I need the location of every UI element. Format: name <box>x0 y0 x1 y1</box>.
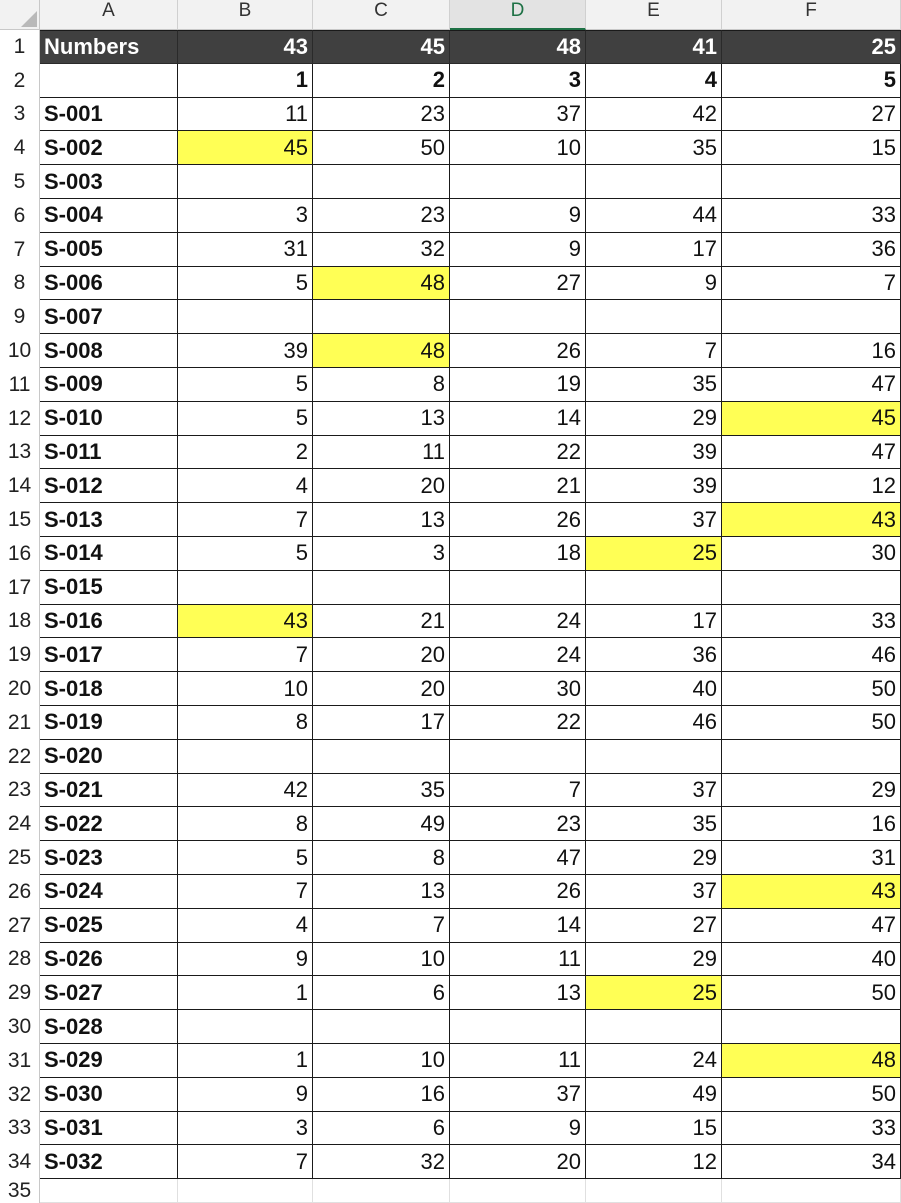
value-cell[interactable]: 3 <box>178 199 313 233</box>
value-cell[interactable]: 24 <box>450 638 586 672</box>
row-id-cell[interactable]: S-014 <box>40 537 178 571</box>
value-cell[interactable]: 5 <box>178 537 313 571</box>
value-cell[interactable]: 30 <box>722 537 901 571</box>
value-cell[interactable]: 11 <box>313 436 450 470</box>
value-cell[interactable]: 35 <box>586 131 722 165</box>
row-id-cell[interactable]: S-016 <box>40 605 178 639</box>
empty-cell[interactable] <box>450 1179 586 1203</box>
value-cell[interactable]: 9 <box>450 1112 586 1146</box>
value-cell[interactable]: 23 <box>313 98 450 132</box>
value-cell[interactable]: 13 <box>450 976 586 1010</box>
value-cell[interactable] <box>586 165 722 199</box>
row-id-cell[interactable]: S-023 <box>40 841 178 875</box>
row-id-cell[interactable]: S-012 <box>40 469 178 503</box>
value-cell[interactable]: 7 <box>178 875 313 909</box>
value-cell[interactable]: 49 <box>586 1078 722 1112</box>
column-header-d[interactable]: D <box>450 0 586 30</box>
header-value-cell[interactable]: 45 <box>313 30 450 64</box>
value-cell[interactable]: 44 <box>586 199 722 233</box>
highlighted-value-cell[interactable]: 25 <box>586 976 722 1010</box>
row-header[interactable]: 30 <box>0 1010 40 1044</box>
value-cell[interactable] <box>450 740 586 774</box>
value-cell[interactable]: 9 <box>586 267 722 301</box>
value-cell[interactable]: 36 <box>586 638 722 672</box>
row-header[interactable]: 20 <box>0 672 40 706</box>
row-id-cell[interactable]: S-032 <box>40 1145 178 1179</box>
value-cell[interactable]: 32 <box>313 1145 450 1179</box>
row-header[interactable]: 14 <box>0 469 40 503</box>
index-value-cell[interactable]: 2 <box>313 64 450 98</box>
value-cell[interactable]: 3 <box>178 1112 313 1146</box>
row-header[interactable]: 26 <box>0 875 40 909</box>
row-id-cell[interactable]: S-008 <box>40 334 178 368</box>
value-cell[interactable]: 40 <box>586 672 722 706</box>
row-id-cell[interactable]: S-026 <box>40 943 178 977</box>
column-header-f[interactable]: F <box>722 0 901 30</box>
row-id-cell[interactable]: S-004 <box>40 199 178 233</box>
column-header-e[interactable]: E <box>586 0 722 30</box>
value-cell[interactable]: 6 <box>313 1112 450 1146</box>
value-cell[interactable] <box>313 740 450 774</box>
value-cell[interactable]: 20 <box>313 638 450 672</box>
value-cell[interactable]: 23 <box>313 199 450 233</box>
value-cell[interactable]: 17 <box>313 706 450 740</box>
row-id-cell[interactable]: S-030 <box>40 1078 178 1112</box>
value-cell[interactable]: 42 <box>178 774 313 808</box>
row-header[interactable]: 34 <box>0 1145 40 1179</box>
value-cell[interactable]: 4 <box>178 909 313 943</box>
empty-cell[interactable] <box>722 1179 901 1203</box>
row-id-cell[interactable]: S-027 <box>40 976 178 1010</box>
value-cell[interactable]: 27 <box>722 98 901 132</box>
value-cell[interactable]: 7 <box>586 334 722 368</box>
row-header[interactable]: 33 <box>0 1112 40 1146</box>
value-cell[interactable]: 50 <box>722 976 901 1010</box>
highlighted-value-cell[interactable]: 48 <box>313 267 450 301</box>
row-id-cell[interactable]: S-024 <box>40 875 178 909</box>
row-header[interactable]: 5 <box>0 165 40 199</box>
value-cell[interactable]: 40 <box>722 943 901 977</box>
value-cell[interactable]: 12 <box>722 469 901 503</box>
value-cell[interactable]: 26 <box>450 334 586 368</box>
value-cell[interactable] <box>722 571 901 605</box>
value-cell[interactable]: 10 <box>313 1044 450 1078</box>
value-cell[interactable]: 23 <box>450 807 586 841</box>
header-value-cell[interactable]: 25 <box>722 30 901 64</box>
value-cell[interactable]: 39 <box>178 334 313 368</box>
value-cell[interactable]: 8 <box>313 841 450 875</box>
value-cell[interactable] <box>586 1010 722 1044</box>
value-cell[interactable] <box>178 165 313 199</box>
value-cell[interactable]: 9 <box>178 1078 313 1112</box>
row-header[interactable]: 31 <box>0 1044 40 1078</box>
row-header[interactable]: 2 <box>0 64 40 98</box>
value-cell[interactable] <box>178 300 313 334</box>
row-header[interactable]: 16 <box>0 537 40 571</box>
value-cell[interactable]: 32 <box>313 233 450 267</box>
value-cell[interactable]: 16 <box>722 334 901 368</box>
highlighted-value-cell[interactable]: 43 <box>722 875 901 909</box>
value-cell[interactable]: 6 <box>313 976 450 1010</box>
column-header-a[interactable]: A <box>40 0 178 30</box>
value-cell[interactable]: 5 <box>178 841 313 875</box>
value-cell[interactable]: 11 <box>450 1044 586 1078</box>
value-cell[interactable]: 35 <box>586 368 722 402</box>
value-cell[interactable]: 20 <box>450 1145 586 1179</box>
value-cell[interactable]: 26 <box>450 875 586 909</box>
row-id-cell[interactable]: S-009 <box>40 368 178 402</box>
row-id-cell[interactable]: S-011 <box>40 436 178 470</box>
value-cell[interactable] <box>586 300 722 334</box>
value-cell[interactable]: 7 <box>178 638 313 672</box>
value-cell[interactable] <box>313 300 450 334</box>
value-cell[interactable]: 7 <box>178 503 313 537</box>
highlighted-value-cell[interactable]: 43 <box>178 605 313 639</box>
value-cell[interactable]: 47 <box>722 436 901 470</box>
header-value-cell[interactable]: 41 <box>586 30 722 64</box>
row-header[interactable]: 7 <box>0 233 40 267</box>
highlighted-value-cell[interactable]: 43 <box>722 503 901 537</box>
value-cell[interactable] <box>313 1010 450 1044</box>
row-id-cell[interactable]: S-010 <box>40 402 178 436</box>
value-cell[interactable]: 39 <box>586 436 722 470</box>
value-cell[interactable]: 11 <box>450 943 586 977</box>
value-cell[interactable] <box>313 165 450 199</box>
value-cell[interactable]: 13 <box>313 402 450 436</box>
value-cell[interactable]: 35 <box>586 807 722 841</box>
value-cell[interactable]: 15 <box>722 131 901 165</box>
value-cell[interactable]: 1 <box>178 976 313 1010</box>
row-id-cell[interactable]: S-031 <box>40 1112 178 1146</box>
index-value-cell[interactable]: 4 <box>586 64 722 98</box>
value-cell[interactable] <box>178 571 313 605</box>
value-cell[interactable]: 29 <box>586 402 722 436</box>
column-header-c[interactable]: C <box>313 0 450 30</box>
value-cell[interactable]: 9 <box>450 233 586 267</box>
value-cell[interactable]: 46 <box>586 706 722 740</box>
row-header[interactable]: 3 <box>0 98 40 132</box>
value-cell[interactable]: 46 <box>722 638 901 672</box>
row-header[interactable]: 15 <box>0 503 40 537</box>
row-id-cell[interactable]: S-029 <box>40 1044 178 1078</box>
value-cell[interactable]: 8 <box>313 368 450 402</box>
value-cell[interactable]: 9 <box>450 199 586 233</box>
value-cell[interactable]: 47 <box>450 841 586 875</box>
row-header[interactable]: 35 <box>0 1179 40 1203</box>
value-cell[interactable] <box>450 571 586 605</box>
value-cell[interactable]: 13 <box>313 503 450 537</box>
row-header[interactable]: 29 <box>0 976 40 1010</box>
row-id-cell[interactable]: S-020 <box>40 740 178 774</box>
value-cell[interactable]: 33 <box>722 1112 901 1146</box>
row-header[interactable]: 13 <box>0 436 40 470</box>
value-cell[interactable]: 7 <box>313 909 450 943</box>
row-header[interactable]: 19 <box>0 638 40 672</box>
value-cell[interactable]: 7 <box>450 774 586 808</box>
value-cell[interactable]: 50 <box>313 131 450 165</box>
value-cell[interactable]: 5 <box>178 402 313 436</box>
value-cell[interactable] <box>722 300 901 334</box>
row-header[interactable]: 11 <box>0 368 40 402</box>
row-id-cell[interactable]: S-017 <box>40 638 178 672</box>
row-header[interactable]: 4 <box>0 131 40 165</box>
row-header[interactable]: 10 <box>0 334 40 368</box>
value-cell[interactable]: 21 <box>313 605 450 639</box>
row-id-cell[interactable]: S-015 <box>40 571 178 605</box>
value-cell[interactable]: 22 <box>450 436 586 470</box>
empty-cell[interactable] <box>586 1179 722 1203</box>
row-header[interactable]: 22 <box>0 740 40 774</box>
header-label-cell[interactable]: Numbers <box>40 30 178 64</box>
value-cell[interactable]: 33 <box>722 199 901 233</box>
row-header[interactable]: 25 <box>0 841 40 875</box>
header-value-cell[interactable]: 48 <box>450 30 586 64</box>
row-header[interactable]: 9 <box>0 300 40 334</box>
index-label-cell[interactable] <box>40 64 178 98</box>
value-cell[interactable] <box>178 740 313 774</box>
value-cell[interactable]: 47 <box>722 368 901 402</box>
value-cell[interactable]: 26 <box>450 503 586 537</box>
value-cell[interactable] <box>722 740 901 774</box>
row-id-cell[interactable]: S-002 <box>40 131 178 165</box>
value-cell[interactable]: 14 <box>450 402 586 436</box>
value-cell[interactable]: 15 <box>586 1112 722 1146</box>
row-id-cell[interactable]: S-007 <box>40 300 178 334</box>
value-cell[interactable]: 3 <box>313 537 450 571</box>
value-cell[interactable]: 12 <box>586 1145 722 1179</box>
value-cell[interactable]: 35 <box>313 774 450 808</box>
value-cell[interactable]: 16 <box>313 1078 450 1112</box>
row-id-cell[interactable]: S-019 <box>40 706 178 740</box>
value-cell[interactable]: 10 <box>178 672 313 706</box>
value-cell[interactable]: 20 <box>313 672 450 706</box>
highlighted-value-cell[interactable]: 45 <box>722 402 901 436</box>
value-cell[interactable]: 5 <box>178 267 313 301</box>
value-cell[interactable] <box>586 740 722 774</box>
value-cell[interactable]: 8 <box>178 807 313 841</box>
value-cell[interactable] <box>313 571 450 605</box>
row-header[interactable]: 32 <box>0 1078 40 1112</box>
row-header[interactable]: 21 <box>0 706 40 740</box>
value-cell[interactable]: 36 <box>722 233 901 267</box>
value-cell[interactable]: 21 <box>450 469 586 503</box>
value-cell[interactable]: 4 <box>178 469 313 503</box>
header-value-cell[interactable]: 43 <box>178 30 313 64</box>
select-all-corner[interactable] <box>0 0 40 30</box>
empty-cell[interactable] <box>313 1179 450 1203</box>
value-cell[interactable]: 10 <box>450 131 586 165</box>
value-cell[interactable] <box>722 1010 901 1044</box>
row-id-cell[interactable]: S-013 <box>40 503 178 537</box>
row-id-cell[interactable]: S-005 <box>40 233 178 267</box>
empty-cell[interactable] <box>40 1179 178 1203</box>
value-cell[interactable]: 19 <box>450 368 586 402</box>
highlighted-value-cell[interactable]: 48 <box>722 1044 901 1078</box>
value-cell[interactable]: 29 <box>722 774 901 808</box>
value-cell[interactable]: 29 <box>586 943 722 977</box>
value-cell[interactable]: 37 <box>586 774 722 808</box>
select-all-triangle-icon <box>21 11 37 27</box>
value-cell[interactable]: 2 <box>178 436 313 470</box>
value-cell[interactable]: 50 <box>722 672 901 706</box>
row-id-cell[interactable]: S-022 <box>40 807 178 841</box>
value-cell[interactable] <box>722 165 901 199</box>
value-cell[interactable]: 31 <box>178 233 313 267</box>
highlighted-value-cell[interactable]: 48 <box>313 334 450 368</box>
value-cell[interactable]: 39 <box>586 469 722 503</box>
value-cell[interactable]: 18 <box>450 537 586 571</box>
row-header[interactable]: 6 <box>0 199 40 233</box>
value-cell[interactable]: 16 <box>722 807 901 841</box>
value-cell[interactable]: 37 <box>450 98 586 132</box>
value-cell[interactable]: 7 <box>722 267 901 301</box>
row-id-cell[interactable]: S-006 <box>40 267 178 301</box>
row-header[interactable]: 8 <box>0 267 40 301</box>
value-cell[interactable]: 5 <box>178 368 313 402</box>
value-cell[interactable]: 50 <box>722 706 901 740</box>
value-cell[interactable]: 14 <box>450 909 586 943</box>
value-cell[interactable]: 30 <box>450 672 586 706</box>
row-header[interactable]: 17 <box>0 571 40 605</box>
value-cell[interactable]: 49 <box>313 807 450 841</box>
empty-cell[interactable] <box>178 1179 313 1203</box>
value-cell[interactable] <box>178 1010 313 1044</box>
value-cell[interactable]: 27 <box>450 267 586 301</box>
row-id-cell[interactable]: S-001 <box>40 98 178 132</box>
highlighted-value-cell[interactable]: 45 <box>178 131 313 165</box>
value-cell[interactable]: 27 <box>586 909 722 943</box>
value-cell[interactable]: 11 <box>178 98 313 132</box>
row-id-cell[interactable]: S-028 <box>40 1010 178 1044</box>
value-cell[interactable]: 20 <box>313 469 450 503</box>
row-id-cell[interactable]: S-003 <box>40 165 178 199</box>
value-cell[interactable]: 22 <box>450 706 586 740</box>
value-cell[interactable]: 9 <box>178 943 313 977</box>
value-cell[interactable]: 1 <box>178 1044 313 1078</box>
value-cell[interactable] <box>586 571 722 605</box>
value-cell[interactable]: 17 <box>586 233 722 267</box>
row-id-cell[interactable]: S-018 <box>40 672 178 706</box>
highlighted-value-cell[interactable]: 25 <box>586 537 722 571</box>
value-cell[interactable]: 10 <box>313 943 450 977</box>
value-cell[interactable]: 37 <box>450 1078 586 1112</box>
value-cell[interactable]: 17 <box>586 605 722 639</box>
value-cell[interactable]: 29 <box>586 841 722 875</box>
value-cell[interactable]: 50 <box>722 1078 901 1112</box>
row-header[interactable]: 28 <box>0 943 40 977</box>
row-header[interactable]: 18 <box>0 605 40 639</box>
value-cell[interactable]: 37 <box>586 503 722 537</box>
row-id-cell[interactable]: S-025 <box>40 909 178 943</box>
value-cell[interactable]: 13 <box>313 875 450 909</box>
value-cell[interactable] <box>450 300 586 334</box>
value-cell[interactable]: 34 <box>722 1145 901 1179</box>
value-cell[interactable]: 33 <box>722 605 901 639</box>
value-cell[interactable] <box>450 1010 586 1044</box>
value-cell[interactable]: 37 <box>586 875 722 909</box>
row-header[interactable]: 12 <box>0 402 40 436</box>
row-header[interactable]: 24 <box>0 807 40 841</box>
index-value-cell[interactable]: 3 <box>450 64 586 98</box>
row-id-cell[interactable]: S-021 <box>40 774 178 808</box>
row-header[interactable]: 27 <box>0 909 40 943</box>
value-cell[interactable]: 24 <box>586 1044 722 1078</box>
value-cell[interactable]: 24 <box>450 605 586 639</box>
value-cell[interactable]: 8 <box>178 706 313 740</box>
value-cell[interactable]: 31 <box>722 841 901 875</box>
value-cell[interactable]: 47 <box>722 909 901 943</box>
index-value-cell[interactable]: 1 <box>178 64 313 98</box>
index-value-cell[interactable]: 5 <box>722 64 901 98</box>
value-cell[interactable] <box>450 165 586 199</box>
value-cell[interactable]: 7 <box>178 1145 313 1179</box>
row-header[interactable]: 23 <box>0 774 40 808</box>
value-cell[interactable]: 42 <box>586 98 722 132</box>
row-header[interactable]: 1 <box>0 30 40 64</box>
column-header-b[interactable]: B <box>178 0 313 30</box>
